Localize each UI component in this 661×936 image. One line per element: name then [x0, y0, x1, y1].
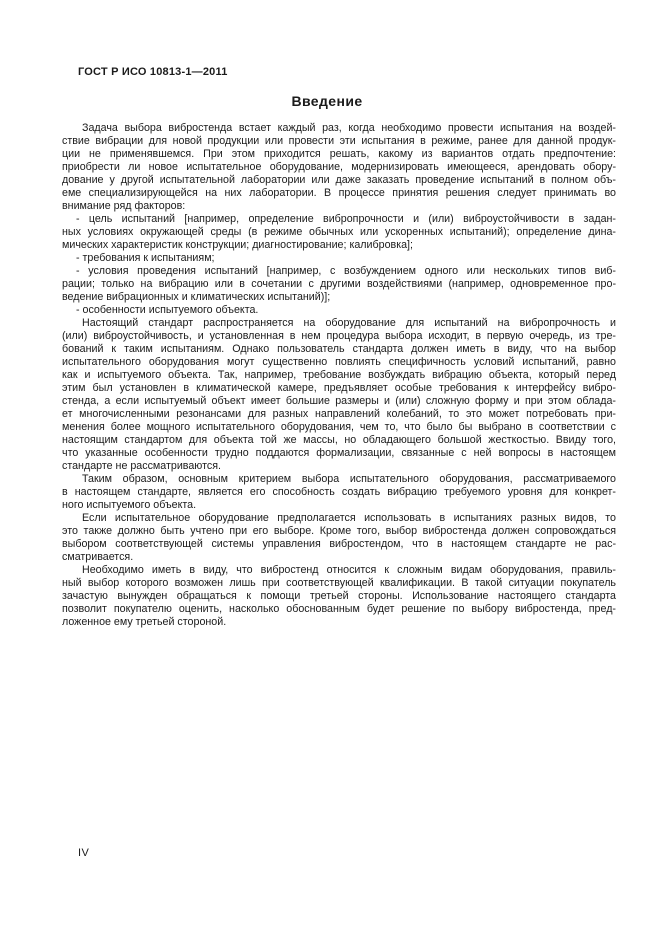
- text-line: ложенное ему третьей стороной.: [62, 616, 227, 628]
- text-line: в настоящем стандарте, является его способность создать вибрацию требуемого уровня для конкрет-: [62, 486, 616, 498]
- text-line: ного испытуемого объекта.: [62, 499, 197, 511]
- text-line: ведение вибрационных и климатических испытаний)];: [62, 291, 331, 303]
- text-line: еме специализирующейся на них лаборатории. В процессе принятия решения следует принимать во: [62, 187, 616, 199]
- text-line: мических характеристик конструкции; диагностирование; калибровка];: [62, 239, 413, 251]
- text-line: дование у другой испытательной лаборатории или даже заказать проведение испытаний в полном объ-: [62, 174, 616, 186]
- text-line: ный выбор которого возможен лишь при соответствующей квалификации. В такой ситуации покупатель: [62, 577, 616, 589]
- text-line: ции не применявшемся. При этом приходится решать, какому из вариантов отдать предпочтение:: [62, 148, 616, 160]
- document-body: [62, 122, 616, 629]
- text-line: ет многочисленными резонансами для разных направлений колебаний, то это может потребовать при-: [62, 408, 616, 420]
- text-line: выбором соответствующей системы управления вибростендом, что в настоящем стандарте не рас-: [62, 538, 616, 550]
- text-line: внимание ряд факторов:: [62, 200, 186, 212]
- text-line: - особенности испытуемого объекта.: [76, 304, 259, 316]
- text-line: стенда, а если испытуемый объект имеет большие размеры и (или) сложную форму и при этом облада-: [62, 395, 616, 407]
- list-item: [62, 304, 616, 317]
- text-line: позволит покупателю оценить, насколько обоснованным будет решение по выбору вибростенда, пред-: [62, 603, 616, 615]
- text-line: бований к таким испытаниям. Однако пользователь стандарта должен иметь в виду, что на выбор: [62, 343, 616, 355]
- text-line: ных условиях окружающей среды (в режиме обычных или ускоренных испытаний); определение дина-: [62, 226, 616, 238]
- text-line: - условия проведения испытаний [например, с возбуждением одного или нескольких типов виб-: [76, 265, 616, 277]
- document-code: ГОСТ Р ИСО 10813-1—2011: [78, 66, 228, 78]
- text-line: стандарте не рассматриваются.: [62, 460, 221, 472]
- text-line: Если испытательное оборудование предполагается использовать в испытаниях разных видов, то: [82, 512, 616, 524]
- text-line: рации; только на вибрацию или в сочетании с другими воздействиями (например, одновременное про-: [62, 278, 616, 290]
- text-line: ствие вибрации для новой продукции или провести эти испытания в режиме, ранее для данной продук-: [62, 135, 616, 147]
- text-line: - требования к испытаниям;: [76, 252, 215, 264]
- list-item: [62, 252, 616, 265]
- paragraph: [62, 473, 616, 512]
- text-line: менения более мощного испытательного оборудования, чем то, что было бы выбрано в соответствии с: [62, 421, 616, 433]
- text-line: приобрести ли новое испытательное оборудование, модернизировать имеющееся, арендовать обору-: [62, 161, 616, 173]
- text-line: это также должно быть учтено при его выборе. Кроме того, выбор вибростенда должен сопровождаться: [62, 525, 616, 537]
- text-line: Настоящий стандарт распространяется на оборудование для испытаний на вибропрочность и: [82, 317, 616, 329]
- text-line: испытательного оборудования могут существенно повлиять специфичность условий испытаний, равно: [62, 356, 616, 368]
- text-line: Задача выбора вибростенда встает каждый раз, когда необходимо провести испытания на воздей-: [82, 122, 616, 134]
- text-line: Необходимо иметь в виду, что вибростенд относится к сложным видам оборудования, правиль-: [82, 564, 616, 576]
- page-number: IV: [78, 847, 90, 859]
- text-line: (или) виброустойчивость, и установленная в нем процедура выбора исходит, в первую очередь, из тре-: [62, 330, 616, 342]
- paragraph: [62, 122, 616, 213]
- text-line: как и испытуемого объекта. Так, например, требование возбуждать вибрацию объекта, который перед: [62, 369, 616, 381]
- paragraph: [62, 512, 616, 564]
- text-line: Таким образом, основным критерием выбора испытательного оборудования, рассматриваемого: [82, 473, 616, 485]
- text-line: - цель испытаний [например, определение вибропрочности и (или) виброустойчивости в задан-: [76, 213, 616, 225]
- text-line: сматривается.: [62, 551, 134, 563]
- text-line: настоящим стандартом для объекта той же массы, но обладающего большой жесткостью. Ввиду того,: [62, 434, 616, 446]
- paragraph: [62, 317, 616, 473]
- section-title: Введение: [291, 93, 363, 109]
- text-line: что указанные особенности трудно поддаются формализации, связанные с ней вопросы в настоящем: [62, 447, 616, 459]
- paragraph: [62, 564, 616, 629]
- text-line: этим был установлен в климатической камере, предъявляет особые требования к интерфейсу вибро-: [62, 382, 616, 394]
- list-item: [62, 213, 616, 252]
- text-line: зачастую вынужден обращаться к помощи третьей стороны. Использование настоящего стандарта: [62, 590, 616, 602]
- list-item: [62, 265, 616, 304]
